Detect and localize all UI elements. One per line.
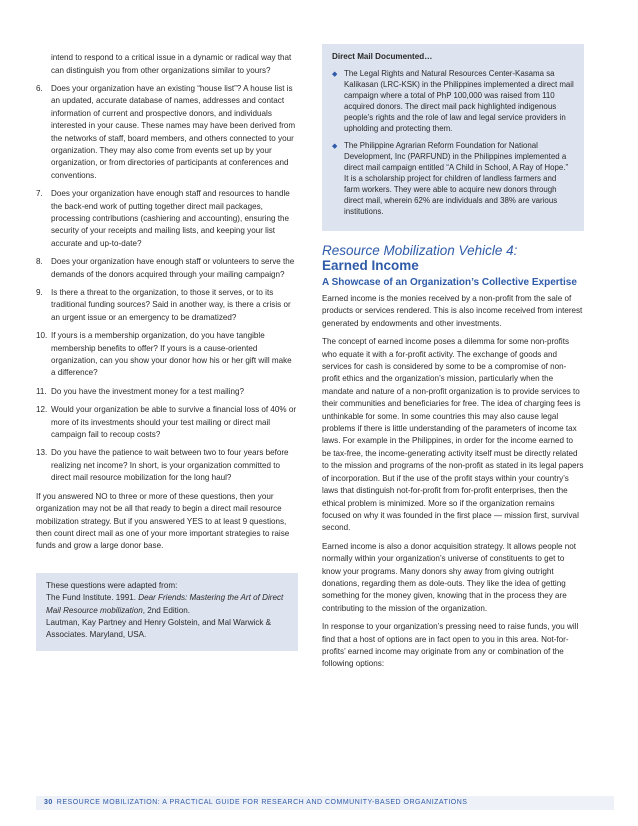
question-text: Do you have the investment money for a test mailing? [51,386,245,396]
body-paragraph: The concept of earned income poses a dilemma for some non-profits who equate it with a for-profit activity. The exchange of goods and services for cash is considered by some to be a compromise of non-profit ethics and the organization’s mission, particularly when the mandate and nature of a non-profit organization is to provide services to their communities and beneficiaries for free. The idea of charging fees is unthinkable for some. In some countries this may also cause legal problems if there is little understanding of the parameters of income tax laws. For example in the Philippines, in order for the income earned to be tax-free, the income-generating activity itself must be directly related to the mission and programs of the non-profit as stated in its legal papers of incorporation. But if the use of the profit stays within your country’s laws that distinguish not-for-profit from for-profit enterprises, then the ethical problem is minimized. More so if the organization remains focused on why it was founded in the first place — mission first, survival second. [322,337,584,533]
bullet-text: The Philippine Agrarian Reform Foundation for National Development, Inc (PARFUND) in the Philippines implemented a direct mail campaign entitled “A Child in School, A Ray of Hope.” It is a scholarship project for children of landless farmers and farm workers. They were able to acquire new donors through direct mail, wherein 62% are individuals and 38% are various institutions. [344,141,569,216]
question-9 [36,287,298,324]
question-text: Would your organization be able to survive a financial loss of 40% or more of its investments should your test mailing or direct mail campaign fail to recoup costs? [51,405,297,440]
question-text: Does your organization have enough staff or volunteers to serve the demands of the donors acquired through your mailing campaign? [51,257,295,279]
direct-mail-box [322,44,584,231]
page-footer [36,796,614,810]
question-6 [36,83,298,182]
section-heading-bold: Earned Income [322,258,419,273]
question-12 [36,404,298,441]
question-number: 6. [36,83,43,93]
question-number: 13. [36,448,48,458]
source-citation-1 [46,592,288,617]
body-paragraph: In response to your organization’s pressing need to raise funds, you will find that a host of options are in fact open to you in this area. Not-for-profits’ earned income may originate from any or combination of the following options: [322,622,579,669]
citation-title: Dear Friends: Mastering the Art of Direct Mail Resource mobilization [46,593,284,615]
question-13 [36,447,298,484]
question-text: Does your organization have an existing “house list”? A house list is an updated, accurate database of names, addresses and contact information of current and prospective donors, and individuals interested in your cause. These names may have been derived from the networks of staff, board members, and others connected to your organization. They may also come from events set up by your organization, or from directories of participants at conferences and conventions. [51,83,296,180]
conclusion-paragraph: If you answered NO to three or more of these questions, then your organization may not be all that ready to begin a direct mail resource mobilization strategy. But if you answered YES to at least 9 questions, then count direct mail as one of your more important strategies to raise funds and grow a large donor base. [36,491,290,551]
question-number: 10. [36,331,48,341]
question-text: Is there a threat to the organization, to those it serves, or to its traditional funding sources? Said in another way, is there a crisis or an urgent issue or an emergency to be dramatized? [51,288,291,322]
diamond-bullet-icon: ◆ [332,71,338,78]
footer-title: RESOURCE MOBILIZATION: A PRACTICAL GUIDE FOR RESEARCH AND COMMUNITY-BASED ORGANIZATIONS [56,799,468,806]
question-text: If yours is a membership organization, do you have tangible membership benefits to offer? If yours is a cause-oriented organization, can you show your donor how his or her gift will make a difference? [51,331,292,378]
question-number: 7. [36,189,43,199]
body-paragraph: Earned income is the monies received by a non-profit from the sale of products or services rendered. This is also income received from interest generated by endowments and other investments. [322,294,583,328]
box-title: Direct Mail Documented… [332,52,433,61]
citation-prefix: The Fund Institute. 1991. [46,593,139,603]
section-subheading: A Showcase of an Organization’s Collective Expertise [322,277,577,288]
diamond-bullet-icon: ◆ [332,143,338,150]
question-8 [36,256,298,281]
question-11 [36,386,298,398]
source-box [36,573,298,651]
box-bullet [332,140,574,217]
question-5-continuation: intend to respond to a critical issue in a dynamic or radical way that can distinguish you from other organizations similar to yours? [51,53,292,75]
source-citation-2: Lautman, Kay Partney and Henry Golstein, and Mal Warwick & Associates. Maryland, USA. [46,617,272,640]
citation-suffix: , 2nd Edition. [142,605,190,615]
question-7 [36,188,298,250]
question-10 [36,330,298,380]
body-paragraph: Earned income is also a donor acquisition strategy. It allows people not normally within your organization’s universe of constituents to get to know your programs. Many donors shy away from giving outright donations, regarding them as dole-outs. They like the idea of getting something for the money given, knowing that in the process they are contributing to the mission of the organization. [322,541,577,613]
question-text: Does your organization have enough staff and resources to handle the back-end work of putting together direct mail packages, processing contributions (cashiering and accounting), ensuring the security of your receipts and mailing lists, and keeping your list accurate and up-to-date? [51,189,290,248]
box-bullet [332,68,574,134]
source-intro: These questions were adapted from: [46,580,178,590]
right-column [322,44,584,677]
question-number: 11. [36,386,47,396]
question-number: 8. [36,257,43,267]
left-column [36,44,298,651]
question-number: 12. [36,405,48,415]
question-number: 9. [36,288,43,297]
bullet-text: The Legal Rights and Natural Resources Center-Kasama sa Kalikasan (LRC-KSK) in the Philippines implemented a direct mail campaign where a total of PhP 100,000 was raised from 110 acquired donors. The direct mail pack highlighted indigenous people’s rights and the role of law and legal service providers in upholding and protecting them. [344,69,574,133]
question-text: Do you have the patience to wait between two to four years before realizing net income? In short, is your organization committed to direct mail resource mobilization for the long haul? [51,448,289,483]
page-number: 30 [44,799,53,806]
section-heading-italic: Resource Mobilization Vehicle 4: [322,243,518,258]
